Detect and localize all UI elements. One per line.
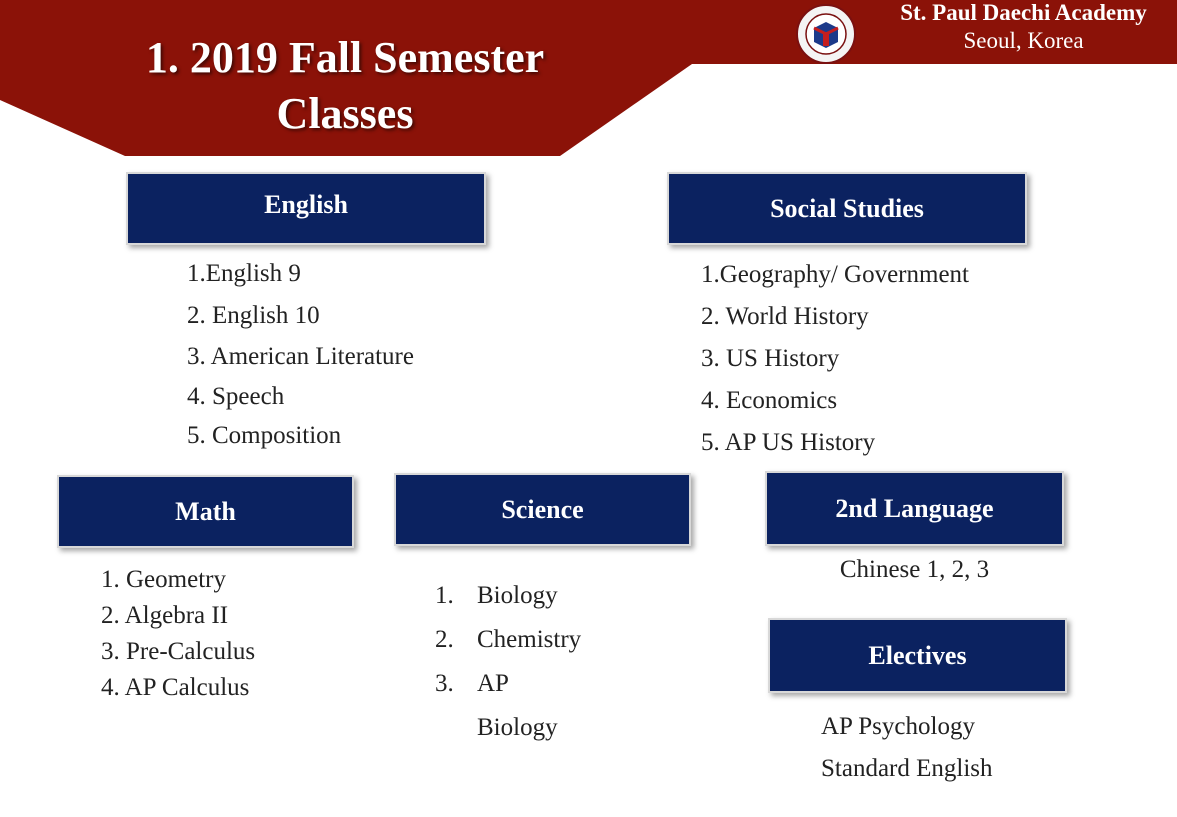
electives-heading-box <box>768 618 1067 693</box>
list-number: 3. <box>435 670 454 697</box>
page-title <box>90 30 600 142</box>
second-language-course: Chinese 1, 2, 3 <box>839 556 990 583</box>
school-name: St. Paul Daechi Academy <box>900 0 1147 25</box>
list-item: 4. AP Calculus <box>101 674 250 701</box>
english-course-list <box>187 254 414 456</box>
second-language-heading-box <box>765 471 1064 546</box>
list-item <box>435 618 582 662</box>
electives-heading: Electives <box>868 640 967 670</box>
english-heading-box <box>126 172 486 245</box>
list-number: 2. <box>435 626 454 653</box>
list-item: 2. English 10 <box>187 302 320 329</box>
science-heading-box <box>394 473 691 546</box>
list-number: 1. <box>435 582 454 609</box>
electives-course-list <box>821 706 993 790</box>
list-item: 3. American Literature <box>187 343 414 370</box>
english-heading: English <box>264 189 348 219</box>
math-heading-box <box>57 475 354 548</box>
social-studies-course-list <box>701 254 969 464</box>
list-item: 5. AP US History <box>701 429 876 456</box>
list-item: 3. Pre-Calculus <box>101 638 256 665</box>
social-studies-heading: Social Studies <box>770 193 924 223</box>
list-text: Biology <box>477 582 558 609</box>
list-item: 3. US History <box>701 345 840 372</box>
list-text: AP Biology <box>477 670 558 741</box>
list-item: 5. Composition <box>187 422 342 449</box>
list-text: Chemistry <box>477 626 582 653</box>
social-studies-heading-box <box>667 172 1027 245</box>
list-item: AP Psychology <box>821 713 975 740</box>
list-item: 1. Geometry <box>101 566 226 593</box>
second-language-heading: 2nd Language <box>835 493 994 523</box>
list-item: 2. Algebra II <box>101 602 229 629</box>
list-item: Standard English <box>821 755 993 782</box>
school-info <box>870 0 1177 56</box>
list-item: 4. Speech <box>187 383 285 410</box>
list-item: 4. Economics <box>701 387 838 414</box>
list-item <box>435 574 558 618</box>
school-seal-logo <box>796 4 856 64</box>
list-item: 1.Geography/ Government <box>701 261 969 288</box>
science-heading: Science <box>501 494 584 524</box>
math-heading: Math <box>175 496 236 526</box>
title-line-2: Classes <box>276 89 414 138</box>
list-item <box>435 662 558 741</box>
title-line-1: 1. 2019 Fall Semester <box>145 33 545 82</box>
science-course-list <box>435 574 582 741</box>
list-item: 2. World History <box>701 303 869 330</box>
math-course-list <box>101 562 255 706</box>
list-item: 1.English 9 <box>187 260 301 287</box>
school-location: Seoul, Korea <box>963 28 1084 53</box>
